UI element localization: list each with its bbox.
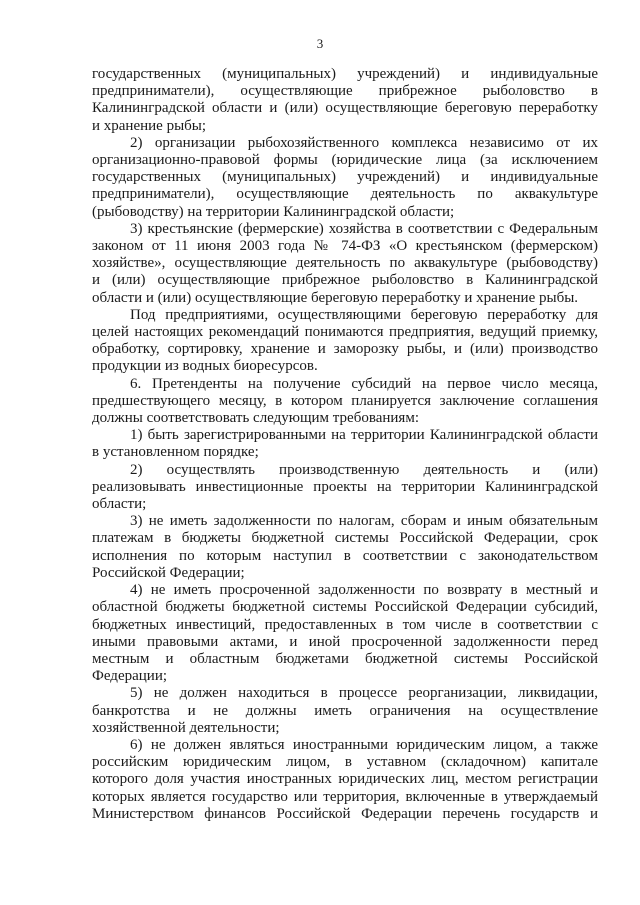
text-line: 2) организации рыбохозяйственного комплекса независимо от их xyxy=(130,134,598,151)
text-line: законом от 11 июня 2003 года № 74-ФЗ «О крестьянском (фермерском) xyxy=(92,238,598,255)
text-line: Федерации; xyxy=(92,668,168,685)
text-line: должны соответствовать следующим требованиям: xyxy=(92,410,419,427)
text-line: Под предприятиями, осуществляющими береговую переработку для xyxy=(130,306,598,323)
text-line: обработку, сортировку, хранение и заморозку рыбы, и (или) производство xyxy=(92,341,598,358)
page-number: 3 xyxy=(316,36,324,51)
text-line: (рыбоводству) на территории Калининградской области; xyxy=(92,203,455,220)
text-line: хозяйственной деятельности; xyxy=(92,719,280,736)
text-line: 6. Претенденты на получение субсидий на первое число месяца, xyxy=(130,375,598,392)
text-line: государственных (муниципальных) учреждений) и индивидуальные xyxy=(92,169,598,186)
text-line: 1) быть зарегистрированными на территории Калининградской области xyxy=(130,427,598,444)
text-line: и хранение рыбы; xyxy=(92,117,207,134)
text-line: хозяйстве», осуществляющие деятельность по аквакультуре (рыбоводству) xyxy=(92,255,598,272)
text-line: 4) не иметь просроченной задолженности по возврату в местный и xyxy=(130,582,598,599)
text-line: 5) не должен находиться в процессе реорганизации, ликвидации, xyxy=(130,685,598,702)
text-line: предшествующего месяцу, в котором планируется заключение соглашения xyxy=(92,392,598,409)
text-line: реализовывать инвестиционные проекты на территории Калининградской xyxy=(92,478,598,495)
body-text xyxy=(92,66,598,823)
text-line: которого доля участия иностранных юридических лиц, местом регистрации xyxy=(92,771,598,788)
text-line: государственных (муниципальных) учреждений) и индивидуальные xyxy=(92,66,598,82)
text-line: российским юридическим лицом, в уставном (складочном) капитале xyxy=(92,754,598,771)
text-line: иными правовыми актами, и иной просроченной задолженности перед xyxy=(92,633,598,650)
text-line: 2) осуществлять производственную деятельность и (или) xyxy=(130,461,598,478)
text-line: целей настоящих рекомендаций понимаются предприятия, ведущий приемку, xyxy=(92,324,598,341)
text-line: областной бюджеты бюджетной системы Российской Федерации субсидий, xyxy=(92,599,598,616)
text-line: которых является государство или территория, включенные в утверждаемый xyxy=(92,788,598,805)
text-line: Российской Федерации; xyxy=(92,564,245,581)
text-line: в установленном порядке; xyxy=(92,444,259,461)
text-line: 6) не должен являться иностранными юридическим лицом, а также xyxy=(130,736,598,753)
text-line: банкротства и не должны иметь ограничения на осуществление xyxy=(92,702,598,719)
text-line: Калининградской области и (или) осуществляющие береговую переработку xyxy=(92,100,598,117)
text-line: области; xyxy=(92,496,147,513)
text-line: 3) крестьянские (фермерские) хозяйства в соответствии с Федеральным xyxy=(130,220,598,237)
text-line: организационно-правовой формы (юридические лица (за исключением xyxy=(92,152,598,169)
text-line: предприниматели), осуществляющие деятельность по аквакультуре xyxy=(92,186,598,203)
text-line: 3) не иметь задолженности по налогам, сборам и иным обязательным xyxy=(130,513,598,530)
text-line: Министерством финансов Российской Федерации перечень государств и xyxy=(92,805,598,822)
text-line: и (или) осуществляющие прибрежное рыболовство в Калининградской xyxy=(92,272,598,289)
text-line: области и (или) осуществляющие береговую переработку и хранение рыбы. xyxy=(92,289,579,306)
text-line: предприниматели), осуществляющие прибрежное рыболовство в xyxy=(92,83,598,100)
text-line: местным и областным бюджетами бюджетной системы Российской xyxy=(92,650,598,667)
text-line: платежам в бюджеты бюджетной системы Российской Федерации, срок xyxy=(92,530,598,547)
text-line: исполнения по которым наступил в соответствии с законодательством xyxy=(92,547,598,564)
text-line: продукции из водных биоресурсов. xyxy=(92,358,318,375)
text-line: бюджетных инвестиций, предоставленных в том числе в соответствии с xyxy=(92,616,598,633)
